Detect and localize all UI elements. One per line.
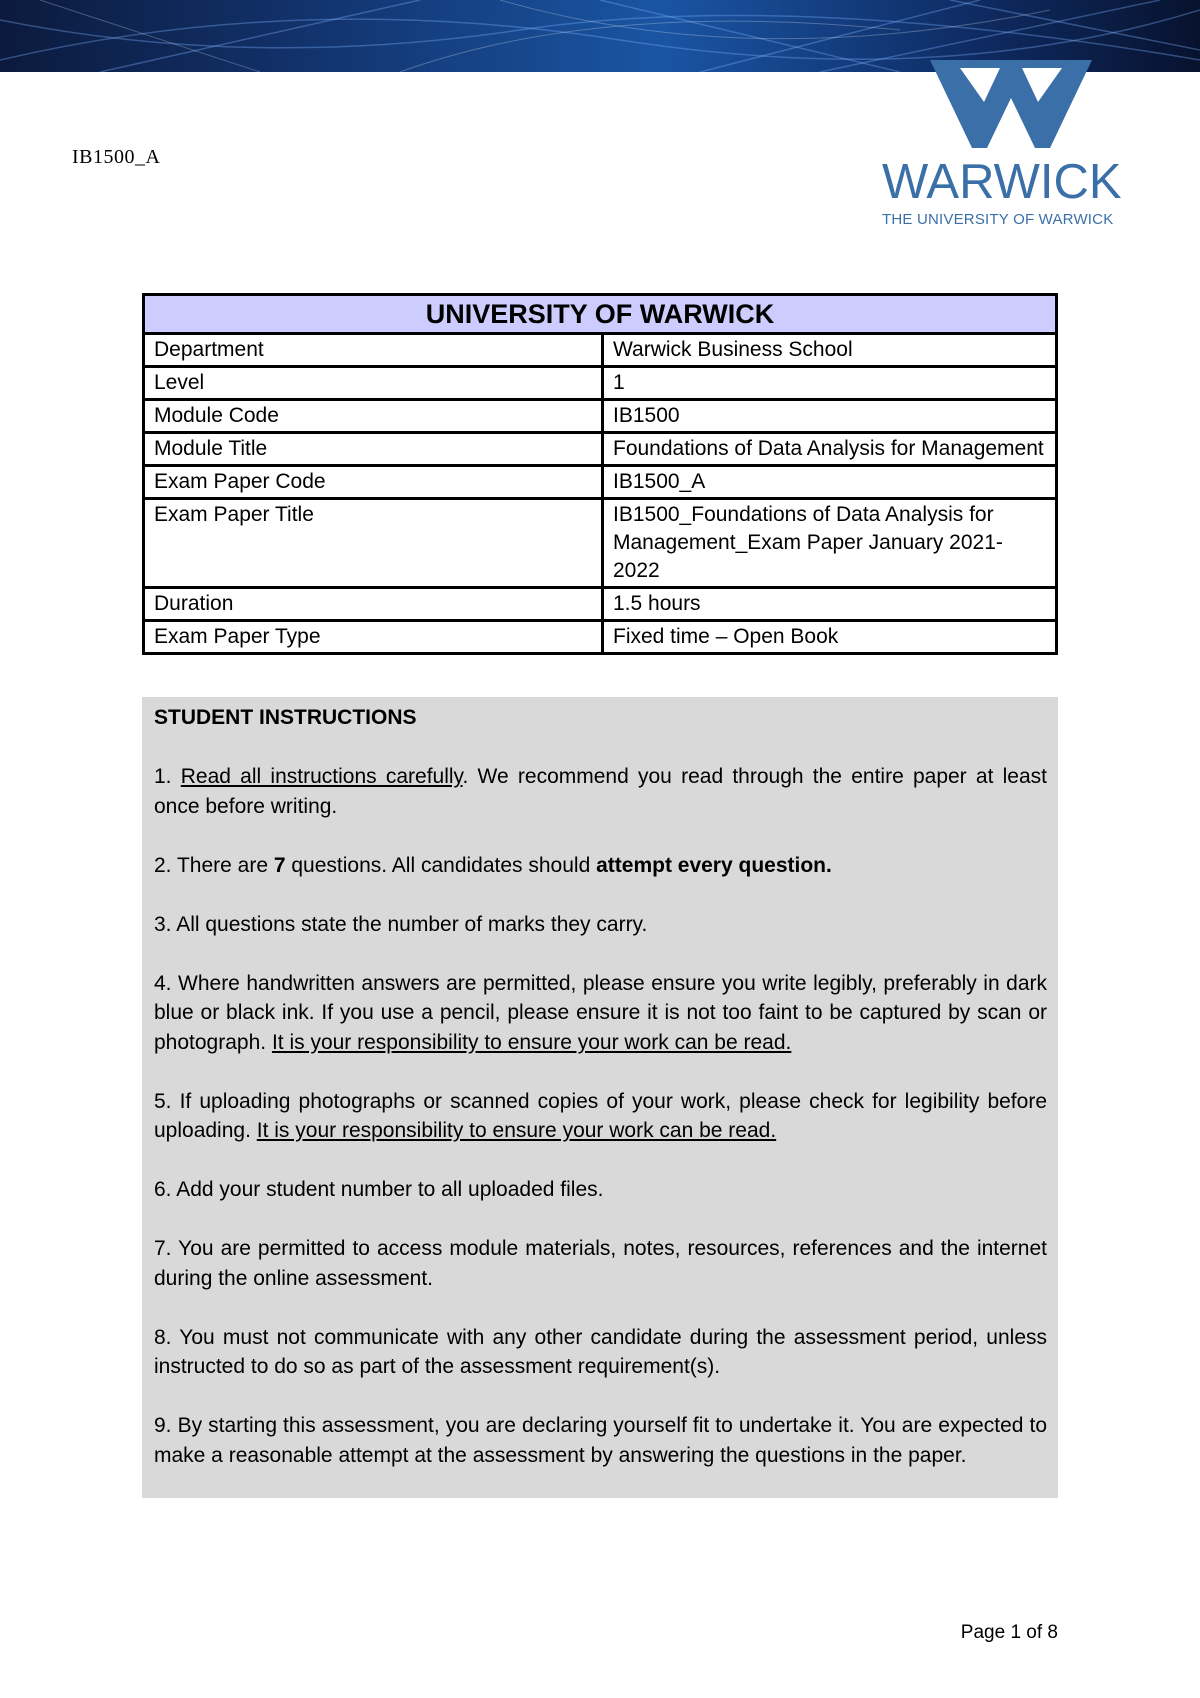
instruction-emphasis: attempt every question. [596,853,832,877]
page-number: Page 1 of 8 [960,1622,1058,1643]
instruction-number: 1. [154,765,181,788]
row-value: 1 [603,367,1057,400]
logo-wordmark: WARWICK [882,155,1122,209]
instructions-title: STUDENT INSTRUCTIONS [154,706,417,729]
instruction-emphasis: Read all instructions carefully [180,765,463,788]
row-value: Fixed time – Open Book [603,621,1057,654]
table-row [144,433,1057,466]
row-value: Warwick Business School [603,334,1057,367]
student-instructions [142,697,1058,1498]
table-title: UNIVERSITY OF WARWICK [144,295,1057,334]
instruction-9: 9. By starting this assessment, you are declaring yourself fit to undertake it. You are expected to make a reasonable attempt at the assessment by answering the questions in the paper. [154,1414,1047,1467]
instruction-2 [154,851,1047,881]
instruction-4 [154,969,1047,1058]
row-value: Foundations of Data Analysis for Management [603,433,1057,466]
instruction-text: 2. There are [154,853,274,877]
row-value: IB1500_A [603,466,1057,499]
row-label: Module Title [144,433,603,466]
instruction-1 [154,762,1047,821]
row-value: IB1500_Foundations of Data Analysis for Management_Exam Paper January 2021-2022 [603,499,1057,588]
row-label: Level [144,367,603,400]
instruction-5 [154,1087,1047,1146]
instruction-emphasis: It is your responsibility to ensure your work can be read. [256,1119,777,1142]
table-row [144,367,1057,400]
table-header-row [144,295,1057,334]
instruction-3: 3. All questions state the number of marks they carry. [154,912,648,936]
row-label: Duration [144,588,603,621]
row-label: Exam Paper Type [144,621,603,654]
instruction-text: 5. If uploading photographs or scanned copies of your work, please check for legibility before uploading. [154,1089,1047,1142]
row-label: Department [144,334,603,367]
instruction-6: 6. Add your student number to all uploaded files. [154,1178,604,1201]
instruction-7: 7. You are permitted to access module materials, notes, resources, references and the internet during the online assessment. [154,1237,1047,1290]
table-row [144,400,1057,433]
row-label: Module Code [144,400,603,433]
row-value: 1.5 hours [603,588,1057,621]
instruction-text: . We recommend you read through the entire paper at least once before writing. [154,765,1047,818]
instruction-emphasis: It is your responsibility to ensure your work can be read. [271,1030,792,1054]
table-row [144,621,1057,654]
table-row [144,499,1057,588]
document-code: IB1500_A [72,146,161,168]
exam-info-table [142,293,1058,655]
table-row [144,334,1057,367]
logo-subtitle: THE UNIVERSITY OF WARWICK [882,211,1114,228]
table-row [144,588,1057,621]
table-row [144,466,1057,499]
instruction-text: questions. All candidates should [285,853,597,877]
question-count: 7 [273,853,286,877]
instruction-8: 8. You must not communicate with any other candidate during the assessment period, unless instructed to do so as part of the assessment requirement(s). [154,1325,1047,1378]
row-label: Exam Paper Title [144,499,603,588]
row-label: Exam Paper Code [144,466,603,499]
instruction-text: 4. Where handwritten answers are permitted, please ensure you write legibly, preferably in dark blue or black ink. If you use a pencil, please ensure it is not too faint to be captured by scan or photograph. [154,971,1047,1054]
row-value: IB1500 [603,400,1057,433]
